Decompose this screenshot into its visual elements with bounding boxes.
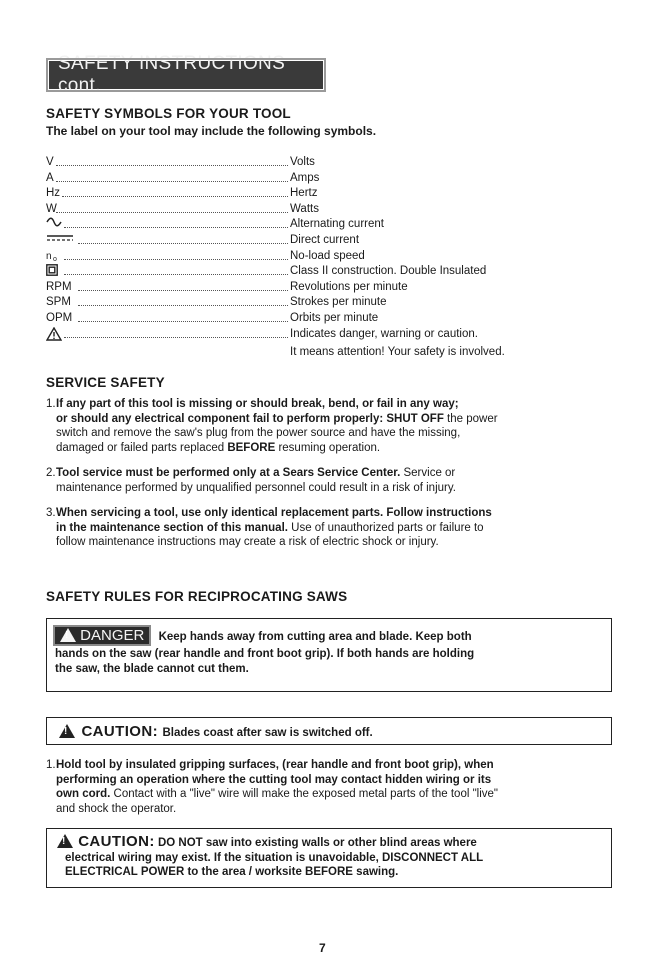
alternating-current-icon (46, 217, 60, 232)
leader-dots (78, 243, 288, 244)
leader-dots (62, 196, 288, 197)
item-bold-line: or should any electrical component fail to perform properly: SHUT OFF (56, 412, 444, 425)
item-bold-line: Hold tool by insulated gripping surfaces, (rear handle and front boot grip), when (56, 759, 494, 771)
item-bold-line: Tool service must be performed only at a Sears Service Center. (56, 467, 401, 479)
leader-dots (64, 337, 288, 338)
symbol-meaning: Indicates danger, warning or caution. (290, 327, 478, 340)
danger-text: the saw, the blade cannot cut them. (55, 663, 249, 675)
symbol-row (46, 280, 606, 295)
item-bold-line: When servicing a tool, use only identical replacement parts. Follow instructions (56, 507, 492, 519)
danger-text: Keep hands away from cutting area and blade. Keep both (158, 631, 472, 643)
symbol-text: OPM (46, 312, 73, 324)
symbol-meaning: Revolutions per minute (290, 280, 408, 293)
item-number: 3. (46, 507, 56, 519)
svg-text:o: o (53, 255, 57, 261)
rules-item-1 (46, 758, 626, 818)
leader-dots (78, 305, 288, 306)
danger-label: DANGER (80, 627, 145, 644)
item-bold-word: BEFORE (227, 441, 276, 454)
caution-text: ELECTRICAL POWER to the area / worksite BEFORE sawing. (65, 866, 399, 878)
warning-triangle-icon (59, 724, 75, 738)
item-text: Use of unauthorized parts or failure to (287, 521, 484, 534)
symbol-row (46, 217, 606, 232)
service-item-3 (46, 506, 626, 551)
item-number: 1. (46, 759, 56, 771)
item-bold-line: in the maintenance section of this manual. (56, 521, 288, 534)
service-item-2 (46, 466, 626, 496)
symbol-meaning: Amps (290, 171, 320, 184)
symbol-meaning: Class II construction. Double Insulated (290, 265, 487, 278)
danger-badge (55, 627, 149, 644)
service-heading: SERVICE SAFETY (46, 375, 165, 390)
leader-dots (64, 259, 288, 260)
caution-text: Blades coast after saw is switched off. (162, 727, 373, 739)
direct-current-icon (46, 233, 78, 248)
item-bold-line: If any part of this tool is missing or should break, bend, or fail in any way; (56, 398, 459, 410)
symbol-row (46, 202, 606, 217)
item-number: 1. (46, 398, 56, 410)
page-number: 7 (319, 941, 326, 955)
section-banner: SAFETY INSTRUCTIONS cont. (49, 61, 323, 89)
service-item-1 (46, 397, 626, 457)
rules-heading: SAFETY RULES FOR RECIPROCATING SAWS (46, 589, 348, 604)
item-text: resuming operation. (275, 441, 381, 454)
symbol-meaning: Hertz (290, 187, 318, 200)
warning-triangle-icon (57, 834, 73, 848)
symbol-row (46, 249, 606, 264)
danger-text: hands on the saw (rear handle and front boot grip). If both hands are holding (55, 648, 475, 660)
symbol-meaning: Direct current (290, 234, 360, 246)
symbols-heading: SAFETY SYMBOLS FOR YOUR TOOL (46, 106, 291, 121)
symbol-row (46, 171, 606, 186)
symbol-meaning: Watts (290, 202, 319, 215)
item-text: and shock the operator. (56, 802, 177, 815)
symbol-row (46, 327, 606, 342)
symbol-meaning: Alternating current (290, 218, 384, 231)
no-load-speed-icon (46, 249, 60, 266)
symbol-text: V (46, 156, 54, 168)
symbols-intro: The label on your tool may include the following symbols. (46, 124, 377, 138)
item-text: the power (443, 412, 498, 425)
item-text: damaged or failed parts replaced (56, 441, 228, 454)
symbol-text: SPM (46, 296, 71, 309)
item-text: Service or (400, 467, 456, 479)
symbol-meaning: No-load speed (290, 249, 365, 262)
symbol-row (46, 155, 606, 170)
danger-box (46, 618, 612, 692)
symbol-text: RPM (46, 280, 72, 293)
leader-dots (78, 321, 288, 322)
item-text: Contact with a "live" wire will make the exposed metal parts of the tool "live" (110, 788, 499, 800)
leader-dots (56, 181, 288, 182)
symbol-row (46, 311, 606, 326)
item-text: switch and remove the saw's plug from the power source and have the missing, (56, 427, 461, 439)
symbol-text: W (46, 202, 57, 215)
caution-text: DO NOT saw into existing walls or other blind areas where (157, 837, 477, 849)
item-bold-line: own cord. (56, 788, 111, 800)
item-number: 2. (46, 467, 56, 479)
symbol-text: A (46, 171, 54, 184)
symbol-meaning: Volts (290, 156, 315, 168)
symbol-meaning: Strokes per minute (290, 296, 387, 309)
symbol-row (46, 186, 606, 201)
leader-dots (56, 212, 288, 213)
leader-dots (78, 290, 288, 291)
caution-text: electrical wiring may exist. If the situation is unavoidable, DISCONNECT ALL (65, 851, 484, 864)
warning-triangle-icon (46, 327, 60, 346)
symbol-row (46, 233, 606, 248)
double-insulated-icon (46, 264, 60, 281)
svg-text:n: n (46, 250, 52, 261)
symbol-text: Hz (46, 187, 61, 200)
item-text: maintenance performed by unqualified personnel could result in a risk of injury. (56, 481, 456, 494)
item-text: follow maintenance instructions may create a risk of electric shock or injury. (56, 536, 439, 548)
item-bold-line: performing an operation where the cutting tool may contact hidden wiring or its (56, 773, 492, 786)
caution-box-1 (46, 717, 612, 745)
caution-label: CAUTION: (78, 833, 155, 850)
symbol-meaning: Orbits per minute (290, 312, 379, 324)
caution-label: CAUTION: (81, 723, 158, 740)
leader-dots (56, 165, 288, 166)
caution-box-2 (46, 828, 612, 888)
leader-dots (64, 227, 288, 228)
warning-continuation: It means attention! Your safety is involved. (290, 346, 505, 358)
symbol-row (46, 264, 606, 279)
symbol-row (46, 295, 606, 310)
leader-dots (64, 274, 288, 275)
warning-triangle-icon (60, 628, 76, 642)
